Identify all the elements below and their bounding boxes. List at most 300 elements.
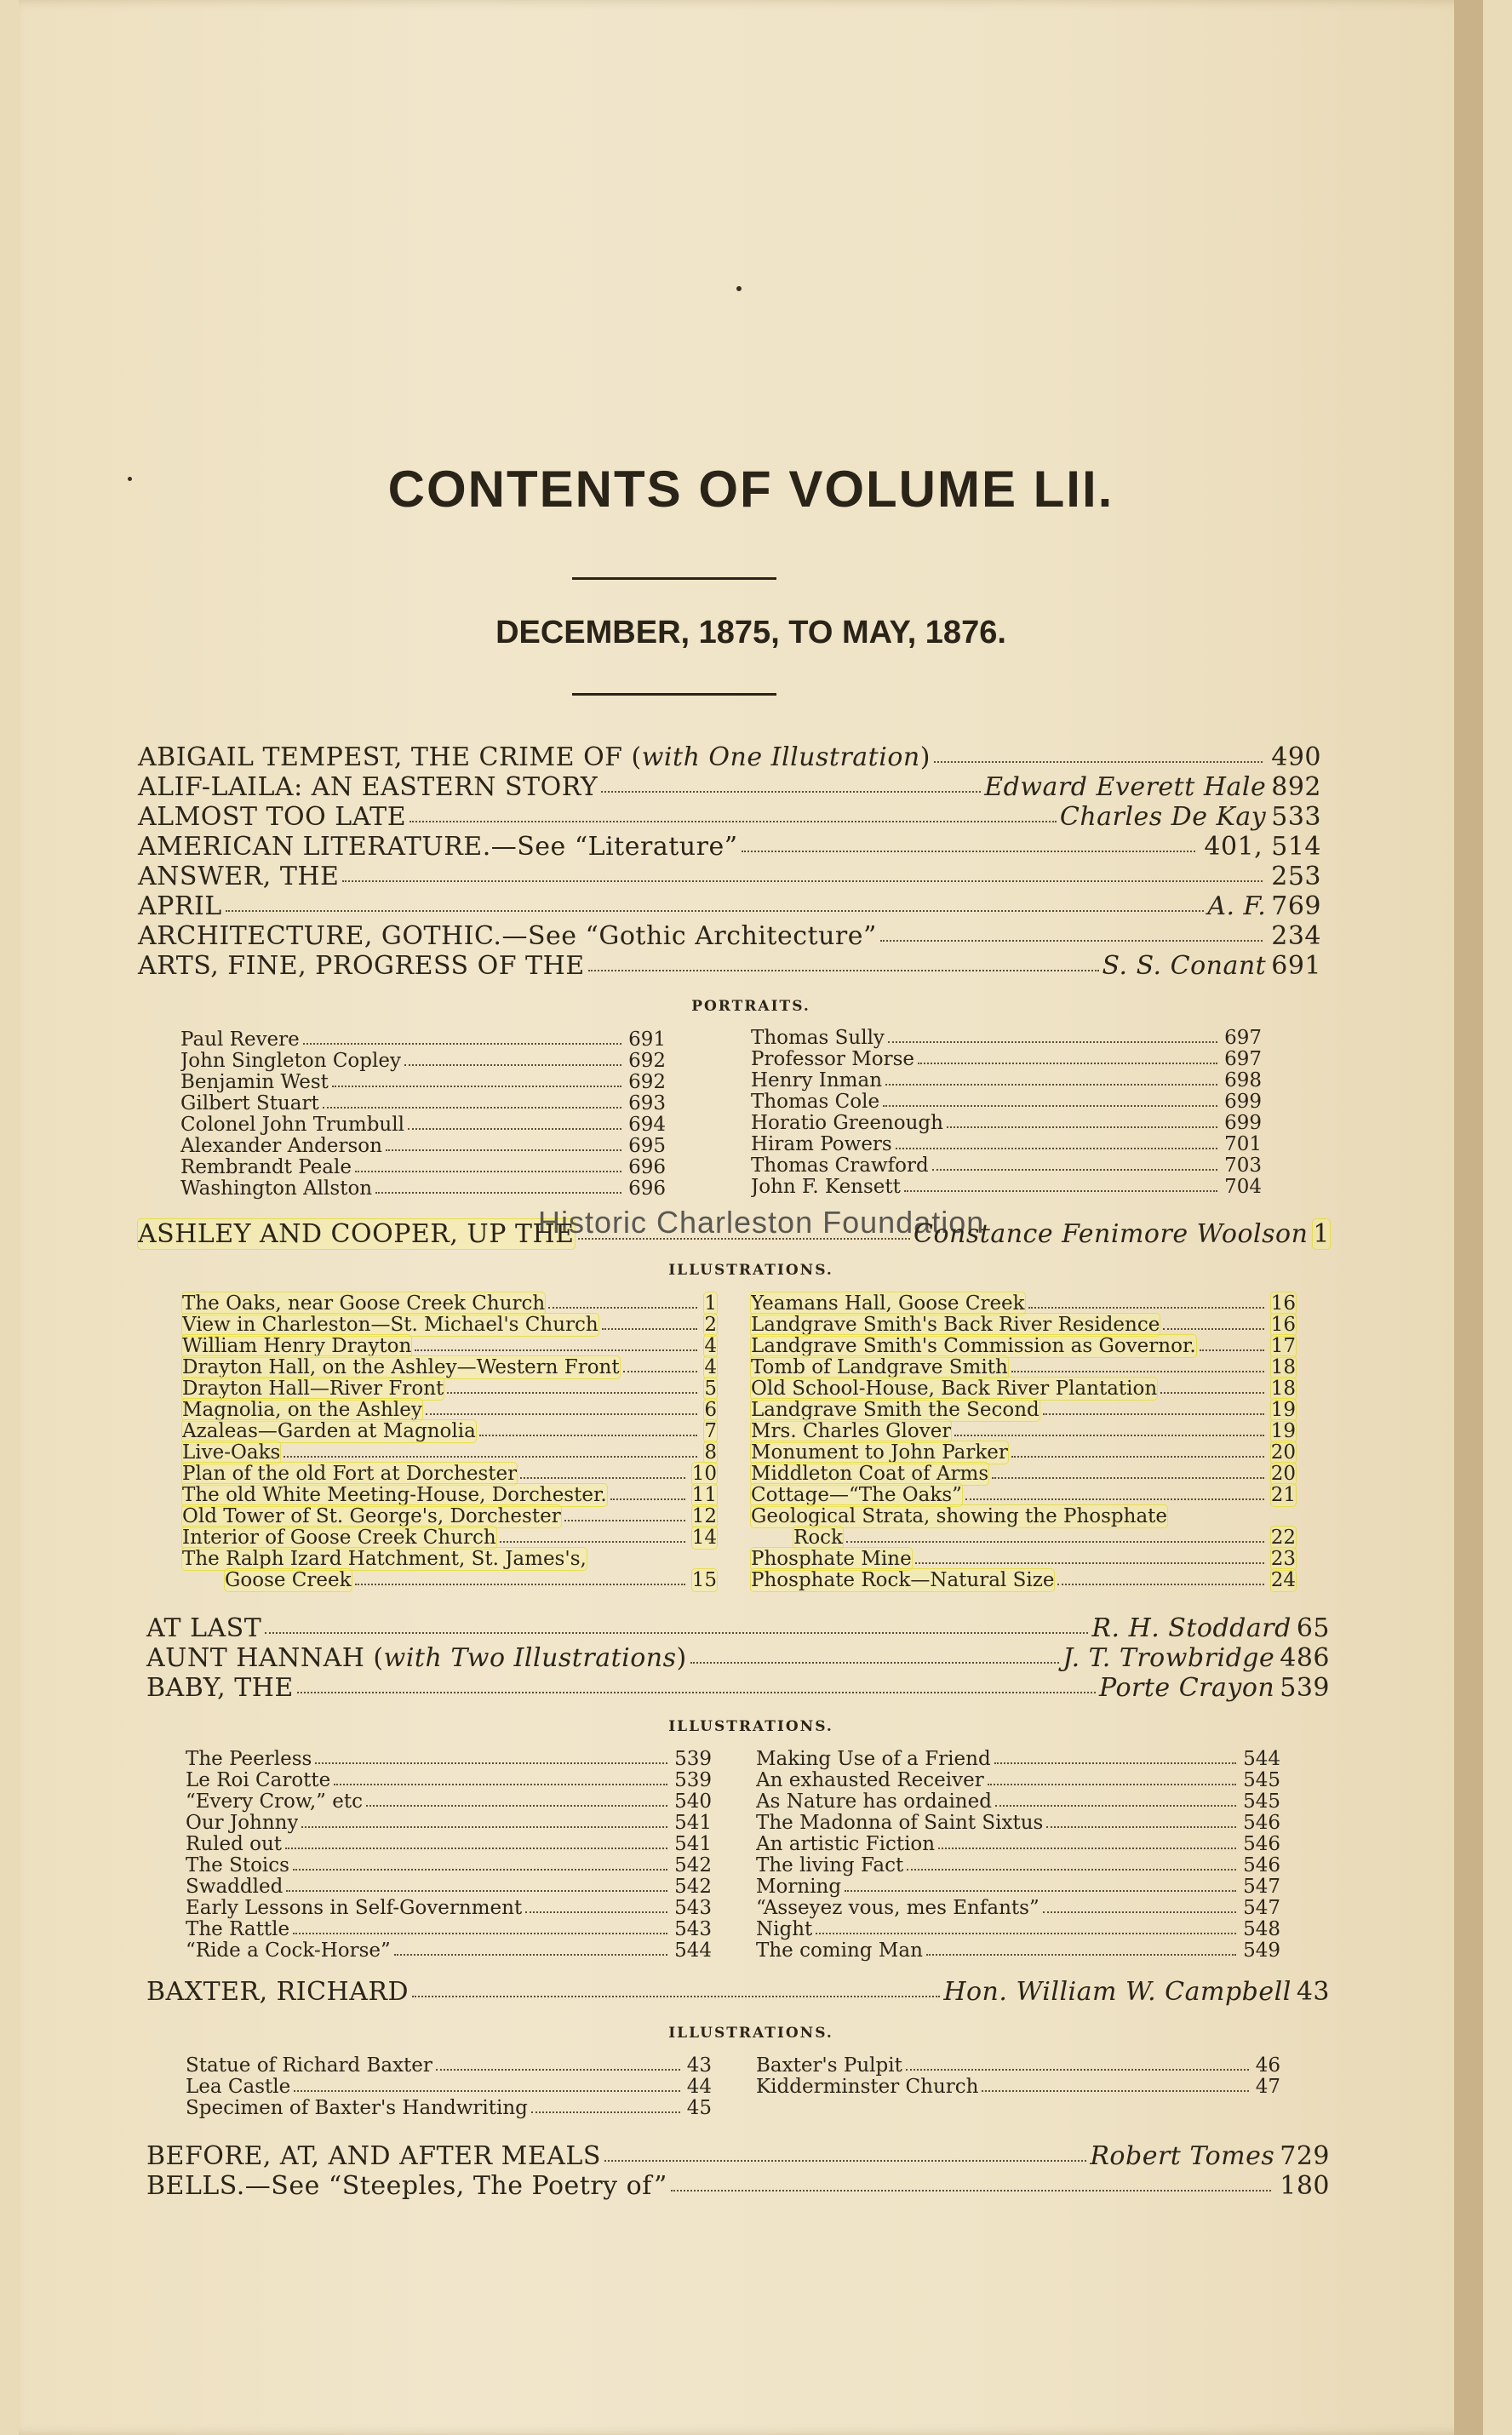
illustration-title: Azaleas—Garden at Magnolia <box>182 1420 476 1442</box>
illustration-title: Colonel John Trumbull <box>180 1114 404 1136</box>
illustration-item <box>186 2076 712 2098</box>
subtitle-rule <box>572 693 776 696</box>
entry-title: AMERICAN LITERATURE.—See “Literature” <box>138 832 738 862</box>
illustration-item <box>751 1314 1296 1336</box>
dot-leader <box>982 2090 1248 2092</box>
dot-leader <box>342 880 1263 882</box>
illustration-item <box>182 1356 717 1378</box>
contents-entry <box>146 1643 1330 1673</box>
dot-leader <box>386 1149 621 1151</box>
illustration-item <box>756 2054 1280 2077</box>
illustration-title: View in Charleston—St. Michael's Church <box>182 1314 598 1336</box>
illustration-page: 15 <box>691 1569 717 1591</box>
illustration-title: Rock <box>793 1527 843 1549</box>
illustration-item <box>186 1812 712 1834</box>
illustration-page: 692 <box>628 1050 666 1072</box>
illustration-page: 4 <box>704 1356 717 1378</box>
illustration-title: Hiram Powers <box>751 1133 892 1155</box>
dot-leader <box>1163 1328 1263 1330</box>
dot-leader <box>412 1996 940 1997</box>
illustration-page: 539 <box>674 1748 712 1770</box>
entry-title: APRIL <box>138 891 222 921</box>
illustration-item <box>182 1292 717 1315</box>
illustration-title: Tomb of Landgrave Smith <box>751 1356 1008 1378</box>
illustration-page: 5 <box>704 1378 717 1400</box>
illustration-item <box>182 1527 717 1549</box>
illustration-page: 696 <box>628 1177 666 1200</box>
illustration-title: The Ralph Izard Hatchment, St. James's, <box>182 1548 587 1570</box>
illustration-page: 18 <box>1270 1356 1296 1378</box>
illustration-page: 540 <box>674 1790 712 1813</box>
dot-leader <box>500 1541 685 1543</box>
entry-author: A. F. <box>1207 891 1267 921</box>
dot-leader <box>332 1086 621 1087</box>
illustration-item <box>751 1569 1296 1591</box>
illustration-item <box>182 1484 717 1506</box>
dot-leader <box>294 2090 679 2092</box>
illustration-item <box>751 1335 1296 1357</box>
dot-leader <box>436 2069 680 2071</box>
illustration-item <box>751 1292 1296 1315</box>
illustration-page: 19 <box>1270 1399 1296 1421</box>
illustration-title: Gilbert Stuart <box>180 1092 319 1114</box>
illustration-item <box>186 1833 712 1855</box>
illustration-page: 541 <box>674 1833 712 1855</box>
illustration-title: Drayton Hall, on the Ashley—Western Front <box>182 1356 620 1378</box>
illustration-title: The Peerless <box>186 1748 312 1770</box>
illustration-item <box>182 1569 717 1591</box>
dot-leader <box>896 1148 1217 1149</box>
dot-leader <box>334 1784 667 1785</box>
illustration-item <box>186 2054 712 2077</box>
dot-leader <box>610 1498 685 1500</box>
illustration-item <box>180 1177 666 1200</box>
illustration-item <box>182 1505 717 1527</box>
illustration-item <box>182 1548 717 1570</box>
illustration-page: 16 <box>1270 1292 1296 1315</box>
contents-entry <box>146 1673 1330 1703</box>
dot-leader <box>954 1435 1263 1436</box>
illustration-item <box>182 1463 717 1485</box>
dot-leader <box>394 1954 667 1956</box>
dot-leader <box>1043 1413 1264 1415</box>
illustration-title: The Oaks, near Goose Creek Church <box>182 1292 546 1315</box>
illustration-title: Interior of Goose Creek Church <box>182 1527 496 1549</box>
illustration-page: 546 <box>1243 1854 1280 1876</box>
dot-leader <box>915 1562 1264 1564</box>
entry-page: 65 <box>1296 1613 1330 1643</box>
illustration-item <box>186 2097 712 2119</box>
entry-author: Porte Crayon <box>1099 1673 1275 1703</box>
contents-entry <box>146 1977 1330 2007</box>
illustration-item <box>756 1918 1280 1940</box>
illustration-item <box>182 1441 717 1464</box>
page-edge <box>1454 0 1483 2435</box>
illustration-page: 16 <box>1270 1314 1296 1336</box>
dot-leader <box>671 2190 1271 2192</box>
illustration-title: Lea Castle <box>186 2076 291 2098</box>
entry-author: Edward Everett Hale <box>984 772 1267 802</box>
illustration-title: Ruled out <box>186 1833 283 1855</box>
dot-leader <box>293 1869 667 1871</box>
illustration-page: 692 <box>628 1071 666 1093</box>
illustration-item <box>756 2076 1280 2098</box>
illustration-title: Landgrave Smith the Second <box>751 1399 1040 1421</box>
dot-leader <box>938 1848 1236 1849</box>
dot-leader <box>918 1063 1217 1064</box>
dot-leader <box>315 1762 667 1764</box>
illustration-item <box>180 1114 666 1136</box>
illustration-page: 46 <box>1255 2054 1280 2077</box>
dot-leader <box>1200 1349 1264 1351</box>
illustration-item <box>182 1399 717 1421</box>
illustration-title: Landgrave Smith's Commission as Governor. <box>751 1335 1196 1357</box>
illustration-item <box>180 1071 666 1093</box>
dot-leader <box>604 2160 1086 2162</box>
entry-page: 691 <box>1271 951 1321 981</box>
dot-leader <box>588 970 1099 971</box>
illustration-title: The Madonna of Saint Sixtus <box>756 1812 1044 1834</box>
dot-leader <box>907 1869 1236 1871</box>
illustration-title: Night <box>756 1918 813 1940</box>
section-label: ILLUSTRATIONS. <box>668 1262 833 1279</box>
illustration-page: 7 <box>704 1420 717 1442</box>
dot-leader <box>447 1392 697 1394</box>
illustration-title: The Rattle <box>186 1918 290 1940</box>
illustration-page: 545 <box>1243 1769 1280 1791</box>
dot-leader <box>1057 1584 1263 1585</box>
illustration-item <box>751 1112 1262 1134</box>
illustration-item <box>186 1854 712 1876</box>
dot-leader <box>265 1632 1088 1634</box>
dot-leader <box>301 1826 667 1828</box>
illustration-item <box>751 1505 1296 1527</box>
contents-entry <box>138 951 1321 981</box>
illustration-title: Phosphate Mine <box>751 1548 912 1570</box>
entry-title: BABY, THE <box>146 1673 294 1703</box>
illustration-item <box>751 1091 1262 1113</box>
illustration-page: 693 <box>628 1092 666 1114</box>
illustration-page: 45 <box>686 2097 712 2119</box>
illustration-title: Early Lessons in Self-Government <box>186 1897 523 1919</box>
illustration-page: 8 <box>704 1441 717 1464</box>
entry-author: Constance Fenimore Woolson <box>914 1219 1309 1249</box>
illustration-title: Landgrave Smith's Back River Residence <box>751 1314 1160 1336</box>
dot-leader <box>602 1328 698 1330</box>
illustration-title: Benjamin West <box>180 1071 329 1093</box>
illustration-item <box>756 1854 1280 1876</box>
illustration-page: 703 <box>1224 1154 1262 1177</box>
illustration-page: 14 <box>691 1527 717 1549</box>
illustration-page: 697 <box>1224 1048 1262 1070</box>
section-label: PORTRAITS. <box>691 998 810 1015</box>
illustration-title: Kidderminster Church <box>756 2076 979 2098</box>
illustration-page: 697 <box>1224 1027 1262 1049</box>
illustration-page: 698 <box>1224 1069 1262 1091</box>
entry-title: BAXTER, RICHARD <box>146 1977 409 2007</box>
dot-leader <box>426 1413 698 1415</box>
illustration-page: 549 <box>1243 1939 1280 1962</box>
illustration-title: Swaddled <box>186 1876 284 1898</box>
entry-page: 43 <box>1296 1977 1330 2007</box>
entry-page: 234 <box>1271 921 1321 951</box>
illustration-title: An exhausted Receiver <box>756 1769 984 1791</box>
page-subtitle: DECEMBER, 1875, TO MAY, 1876. <box>495 615 1006 650</box>
illustration-page: 23 <box>1270 1548 1296 1570</box>
illustration-item <box>186 1897 712 1919</box>
illustration-title: Yeamans Hall, Goose Creek <box>751 1292 1025 1315</box>
illustration-title: Drayton Hall—River Front <box>182 1378 444 1400</box>
illustration-title: Professor Morse <box>751 1048 915 1070</box>
illustration-item <box>751 1527 1296 1549</box>
dot-leader <box>932 1169 1217 1171</box>
dot-leader <box>845 1890 1236 1892</box>
entry-page: 180 <box>1280 2171 1330 2201</box>
illustration-page: 543 <box>674 1897 712 1919</box>
illustration-page: 691 <box>628 1028 666 1051</box>
illustration-page: 547 <box>1243 1876 1280 1898</box>
illustration-page: 1 <box>704 1292 717 1315</box>
illustration-item <box>182 1378 717 1400</box>
illustration-title: John Singleton Copley <box>180 1050 401 1072</box>
illustration-item <box>751 1069 1262 1091</box>
illustration-title: Paul Revere <box>180 1028 300 1051</box>
illustration-item <box>751 1176 1262 1198</box>
dot-leader <box>1046 1826 1236 1828</box>
contents-entry <box>138 772 1321 802</box>
dot-leader <box>410 821 1057 822</box>
illustration-item <box>756 1769 1280 1791</box>
dot-leader <box>601 791 981 793</box>
section-label: ILLUSTRATIONS. <box>668 2025 833 2042</box>
illustration-item <box>756 1812 1280 1834</box>
illustration-item <box>186 1748 712 1770</box>
illustration-item <box>751 1548 1296 1570</box>
entry-title: ARCHITECTURE, GOTHIC.—See “Gothic Architecture” <box>138 921 877 951</box>
dot-leader <box>994 1762 1236 1764</box>
illustration-item <box>180 1050 666 1072</box>
contents-entry <box>138 832 1321 862</box>
illustration-title: The old White Meeting-House, Dorchester. <box>182 1484 607 1506</box>
illustration-item <box>751 1378 1296 1400</box>
illustration-page: 22 <box>1270 1527 1296 1549</box>
illustration-title: Henry Inman <box>751 1069 883 1091</box>
illustration-item <box>186 1918 712 1940</box>
illustration-page: 20 <box>1270 1463 1296 1485</box>
illustration-page: 704 <box>1224 1176 1262 1198</box>
dot-leader <box>1028 1307 1264 1309</box>
illustration-item <box>756 1897 1280 1919</box>
dot-leader <box>1011 1456 1264 1458</box>
entry-title: AT LAST <box>146 1613 262 1643</box>
dot-leader <box>355 1584 685 1585</box>
dot-leader <box>285 1848 667 1849</box>
illustration-item <box>751 1133 1262 1155</box>
dot-leader <box>408 1128 621 1130</box>
entry-title: AUNT HANNAH (with Two Illustrations) <box>146 1643 687 1673</box>
illustration-item <box>180 1156 666 1178</box>
illustration-title: An artistic Fiction <box>756 1833 936 1855</box>
entry-title: BELLS.—See “Steeples, The Poetry of” <box>146 2171 667 2201</box>
illustration-title: Rembrandt Peale <box>180 1156 352 1178</box>
illustration-title: Baxter's Pulpit <box>756 2054 902 2077</box>
illustration-page: 546 <box>1243 1812 1280 1834</box>
illustration-title: Alexander Anderson <box>180 1135 382 1157</box>
dot-leader <box>548 1307 697 1309</box>
dot-leader <box>690 1662 1060 1664</box>
entry-author: Charles De Kay <box>1059 802 1267 832</box>
dot-leader <box>926 1954 1236 1956</box>
dot-leader <box>375 1192 621 1194</box>
dot-leader <box>988 1784 1236 1785</box>
watermark: Historic Charleston Foundation <box>538 1205 985 1240</box>
dot-leader <box>623 1371 698 1372</box>
illustration-item <box>751 1484 1296 1506</box>
entry-title: ARTS, FINE, PROGRESS OF THE <box>138 951 585 981</box>
title-rule <box>572 577 776 580</box>
illustration-title: Monument to John Parker <box>751 1441 1008 1464</box>
illustration-page: 701 <box>1224 1133 1262 1155</box>
entry-author: R. H. Stoddard <box>1091 1613 1292 1643</box>
page-title: CONTENTS OF VOLUME LII. <box>387 461 1114 518</box>
illustration-title: Cottage—“The Oaks” <box>751 1484 962 1506</box>
illustration-item <box>756 1833 1280 1855</box>
illustration-page: 2 <box>704 1314 717 1336</box>
illustration-page: 696 <box>628 1156 666 1178</box>
contents-entry <box>146 2141 1330 2171</box>
dot-leader <box>904 1190 1217 1192</box>
dot-leader <box>479 1435 698 1436</box>
illustration-title: “Asseyez vous, mes Enfants” <box>756 1897 1040 1919</box>
entry-page: 769 <box>1271 891 1321 921</box>
illustration-title: Phosphate Rock—Natural Size <box>751 1569 1055 1591</box>
dot-leader <box>934 761 1263 763</box>
illustration-title: William Henry Drayton <box>182 1335 412 1357</box>
illustration-item <box>756 1790 1280 1813</box>
dot-leader <box>992 1477 1264 1479</box>
contents-entry <box>138 921 1321 951</box>
dot-leader <box>947 1126 1217 1128</box>
entry-page: 253 <box>1271 862 1321 891</box>
illustration-page: 542 <box>674 1854 712 1876</box>
entry-author: Hon. William W. Campbell <box>943 1977 1292 2007</box>
entry-title: ALIF-LAILA: AN EASTERN STORY <box>138 772 598 802</box>
illustration-title: Specimen of Baxter's Handwriting <box>186 2097 528 2119</box>
illustration-title: The coming Man <box>756 1939 923 1962</box>
illustration-title: Old School-House, Back River Plantation <box>751 1378 1158 1400</box>
illustration-title: Old Tower of St. George's, Dorchester <box>182 1505 561 1527</box>
illustration-page: 4 <box>704 1335 717 1357</box>
dot-leader <box>404 1064 621 1066</box>
illustration-item <box>756 1876 1280 1898</box>
illustration-page: 544 <box>1243 1748 1280 1770</box>
entry-author: Robert Tomes <box>1090 2141 1275 2171</box>
illustration-page: 695 <box>628 1135 666 1157</box>
illustration-item <box>180 1028 666 1051</box>
illustration-item <box>186 1769 712 1791</box>
entry-title: BEFORE, AT, AND AFTER MEALS <box>146 2141 601 2171</box>
contents-entry <box>146 2171 1330 2201</box>
illustration-title: As Nature has ordained <box>756 1790 992 1813</box>
document-page <box>19 0 1483 2435</box>
ink-speck <box>736 286 742 291</box>
entry-title: ASHLEY AND COOPER, UP THE <box>138 1219 575 1249</box>
entry-page: 533 <box>1271 802 1321 832</box>
dot-leader <box>323 1107 621 1109</box>
entry-page: 490 <box>1271 742 1321 772</box>
dot-leader <box>520 1477 685 1479</box>
illustration-title: “Ride a Cock-Horse” <box>186 1939 391 1962</box>
illustration-item <box>182 1420 717 1442</box>
illustration-item <box>182 1335 717 1357</box>
illustration-title: Le Roi Carotte <box>186 1769 331 1791</box>
illustration-page: 21 <box>1270 1484 1296 1506</box>
illustration-page: 20 <box>1270 1441 1296 1464</box>
entry-title: ALMOST TOO LATE <box>138 802 407 832</box>
illustration-title: Thomas Crawford <box>751 1154 929 1177</box>
illustration-item <box>756 1939 1280 1962</box>
illustration-page: 11 <box>691 1484 717 1506</box>
dot-leader <box>816 1933 1236 1934</box>
illustration-page: 44 <box>686 2076 712 2098</box>
dot-leader <box>846 1541 1264 1543</box>
illustration-item <box>751 1048 1262 1070</box>
illustration-title: Morning <box>756 1876 842 1898</box>
illustration-title: Middleton Coat of Arms <box>751 1463 989 1485</box>
illustration-item <box>751 1356 1296 1378</box>
illustration-page: 24 <box>1270 1569 1296 1591</box>
entry-page: 729 <box>1280 2141 1330 2171</box>
illustration-page: 12 <box>691 1505 717 1527</box>
section-label: ILLUSTRATIONS. <box>668 1718 833 1735</box>
entry-page: 1 <box>1313 1219 1330 1249</box>
dot-leader <box>415 1349 697 1351</box>
illustration-item <box>756 1748 1280 1770</box>
entry-page: 892 <box>1271 772 1321 802</box>
illustration-item <box>186 1790 712 1813</box>
illustration-title: Plan of the old Fort at Dorchester <box>182 1463 518 1485</box>
illustration-page: 47 <box>1255 2076 1280 2098</box>
dot-leader <box>880 940 1263 942</box>
dot-leader <box>525 1911 667 1913</box>
illustration-item <box>751 1399 1296 1421</box>
contents-entry <box>138 742 1321 772</box>
illustration-item <box>186 1939 712 1962</box>
entry-title: ANSWER, THE <box>138 862 340 891</box>
illustration-page: 18 <box>1270 1378 1296 1400</box>
illustration-item <box>180 1135 666 1157</box>
entry-author: J. T. Trowbridge <box>1062 1643 1275 1673</box>
illustration-page: 545 <box>1243 1790 1280 1813</box>
illustration-page: 548 <box>1243 1918 1280 1940</box>
dot-leader <box>883 1105 1217 1107</box>
dot-leader <box>284 1456 697 1458</box>
illustration-page: 19 <box>1270 1420 1296 1442</box>
dot-leader <box>906 2069 1249 2071</box>
illustration-page: 539 <box>674 1769 712 1791</box>
dot-leader <box>531 2111 680 2113</box>
dot-leader <box>995 1805 1236 1807</box>
entry-page: 401, 514 <box>1204 832 1321 862</box>
illustration-title: Live-Oaks <box>182 1441 281 1464</box>
illustration-title: Thomas Cole <box>751 1091 880 1113</box>
illustration-title: Making Use of a Friend <box>756 1748 991 1770</box>
illustration-page: 544 <box>674 1939 712 1962</box>
illustration-title: Goose Creek <box>225 1569 352 1591</box>
illustration-title: Horatio Greenough <box>751 1112 943 1134</box>
illustration-page: 699 <box>1224 1091 1262 1113</box>
illustration-item <box>751 1463 1296 1485</box>
